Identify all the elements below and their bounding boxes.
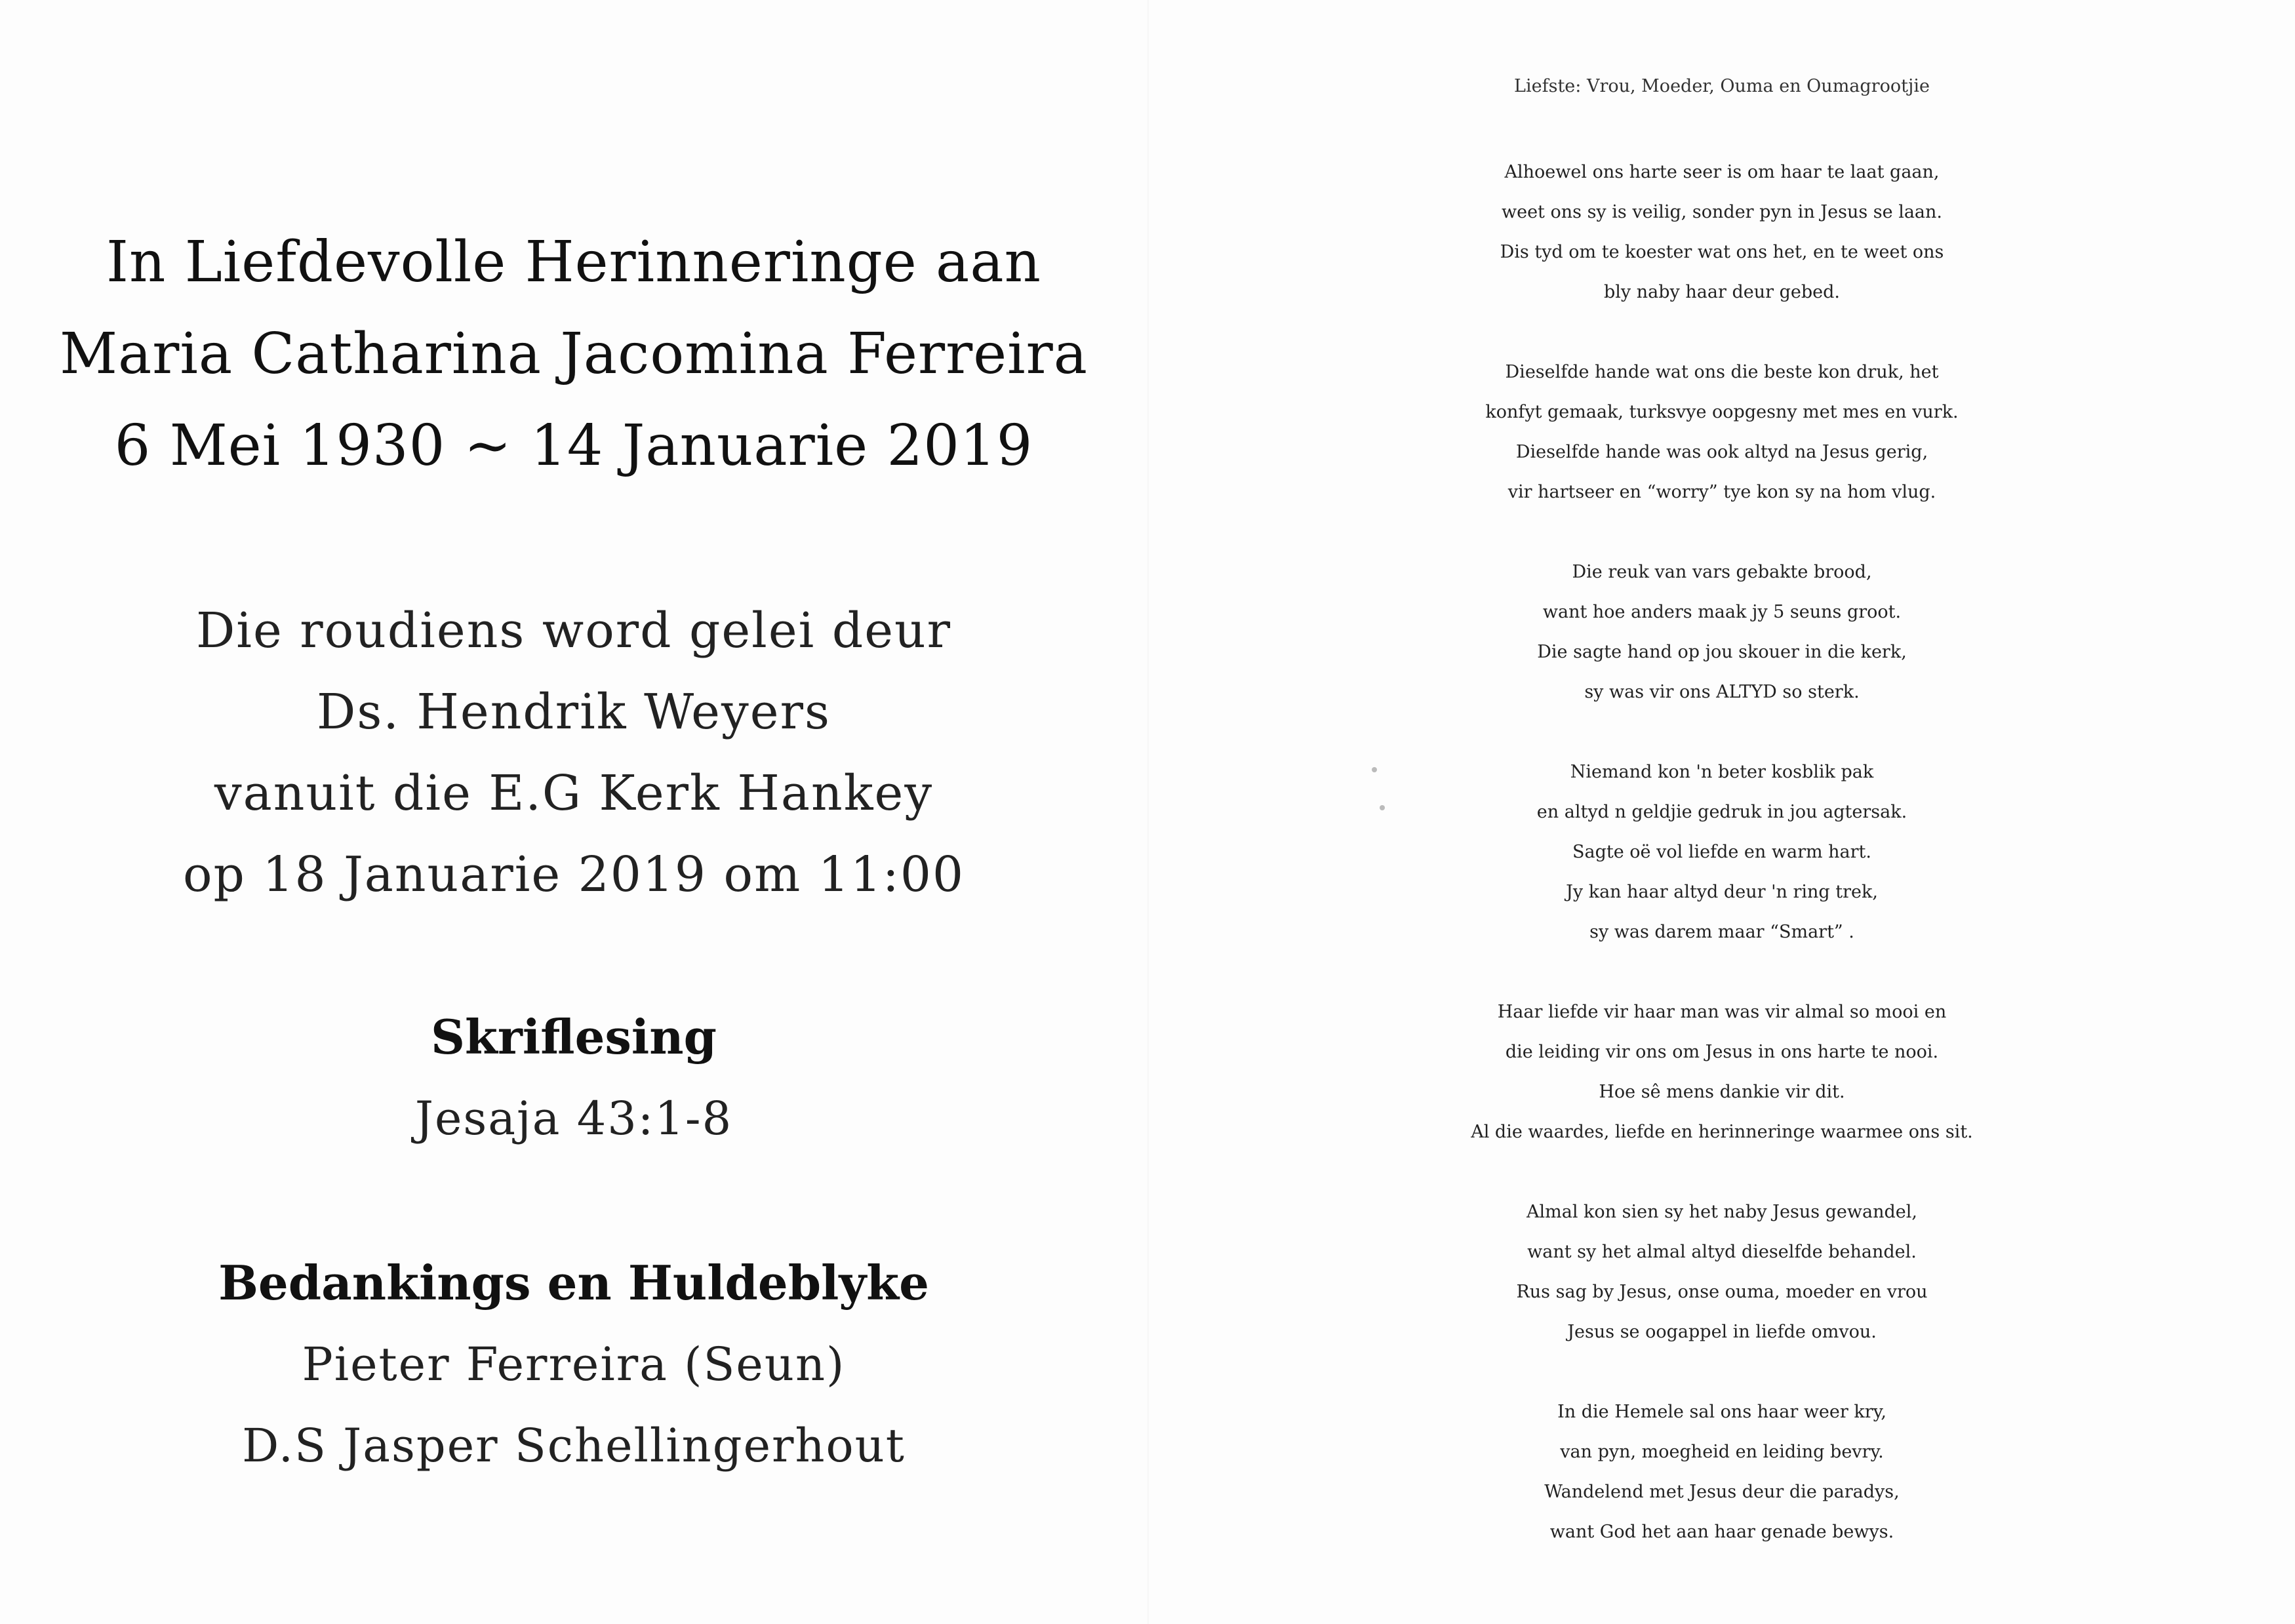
- service-line: Die roudiens word gelei deur: [195, 603, 952, 659]
- poem-line: Dieselfde hande was ook altyd na Jesus gerig,: [1515, 442, 1928, 462]
- title-line-dates: 6 Mei 1930 ~ 14 Januarie 2019: [114, 413, 1033, 479]
- scan-speck: [1380, 805, 1385, 810]
- poem-stanza: [1149, 152, 2295, 312]
- poem-line: weet ons sy is veilig, sonder pyn in Jesus se laan.: [1501, 202, 1942, 222]
- poem-line: sy was vir ons ALTYD so sterk.: [1584, 682, 1860, 702]
- poem-line: Jesus se oogappel in liefde omvou.: [1567, 1322, 1877, 1342]
- poem-line: Hoe sê mens dankie vir dit.: [1599, 1082, 1845, 1102]
- poem-stanza: [1149, 1392, 2295, 1552]
- thanks-person: D.S Jasper Schellingerhout: [242, 1419, 906, 1473]
- service-line: vanuit die E.G Kerk Hankey: [214, 765, 934, 822]
- poem-line: die leiding vir ons om Jesus in ons harte te nooi.: [1505, 1042, 1939, 1062]
- title-line-name: Maria Catharina Jacomina Ferreira: [59, 321, 1088, 387]
- poem-line: Die sagte hand op jou skouer in die kerk,: [1537, 642, 1907, 662]
- poem-line: In die Hemele sal ons haar weer kry,: [1557, 1402, 1886, 1422]
- poem-line: want hoe anders maak jy 5 seuns groot.: [1542, 602, 1902, 622]
- scripture-reference: Jesaja 43:1-8: [414, 1092, 733, 1145]
- poem-line: want God het aan haar genade bewys.: [1549, 1522, 1894, 1542]
- poem-stanza: [1149, 1192, 2295, 1352]
- poem-line: Sagte oë vol liefde en warm hart.: [1572, 842, 1871, 862]
- poem-stanza: [1149, 752, 2295, 952]
- service-details: [26, 590, 1121, 915]
- poem: [1149, 152, 2295, 1592]
- thanks-heading: Bedankings en Huldeblyke: [218, 1255, 929, 1311]
- poem-line: Alhoewel ons harte seer is om haar te laat gaan,: [1504, 162, 1940, 182]
- scripture-heading: Skriflesing: [431, 1009, 717, 1065]
- thanks-person: Pieter Ferreira (Seun): [302, 1337, 846, 1391]
- poem-line: Al die waardes, liefde en herinneringe waarmee ons sit.: [1471, 1122, 1973, 1142]
- poem-stanza: [1149, 552, 2295, 712]
- service-line: op 18 Januarie 2019 om 11:00: [182, 846, 965, 903]
- poem-line: Almal kon sien sy het naby Jesus gewandel,: [1526, 1202, 1917, 1222]
- poem-header: Liefste: Vrou, Moeder, Ouma en Oumagrootjie: [1514, 76, 1930, 96]
- poem-line: Niemand kon 'n beter kosblik pak: [1570, 762, 1874, 782]
- poem-line: konfyt gemaak, turksvye oopgesny met mes en vurk.: [1485, 402, 1959, 422]
- service-line: Ds. Hendrik Weyers: [317, 684, 831, 740]
- poem-line: bly naby haar deur gebed.: [1604, 282, 1840, 302]
- poem-line: van pyn, moegheid en leiding bevry.: [1560, 1442, 1884, 1462]
- memorial-title: [26, 216, 1121, 492]
- poem-line: Dis tyd om te koester wat ons het, en te weet ons: [1500, 242, 1944, 262]
- right-panel: [1149, 0, 2295, 1624]
- poem-stanza: [1149, 352, 2295, 512]
- poem-line: sy was darem maar “Smart” .: [1589, 922, 1854, 942]
- thanks-section: [26, 1242, 1121, 1486]
- poem-line: Haar liefde vir haar man was vir almal so mooi en: [1497, 1002, 1947, 1022]
- poem-line: Rus sag by Jesus, onse ouma, moeder en vrou: [1516, 1282, 1928, 1302]
- scan-speck: [1372, 767, 1377, 772]
- poem-line: en altyd n geldjie gedruk in jou agtersak.: [1536, 802, 1907, 822]
- poem-stanza: [1149, 992, 2295, 1152]
- scripture-section: [26, 997, 1121, 1159]
- title-line-dedication: In Liefdevolle Herinneringe aan: [106, 229, 1041, 295]
- poem-line: Dieselfde hande wat ons die beste kon druk, het: [1505, 362, 1939, 382]
- poem-line: Jy kan haar altyd deur 'n ring trek,: [1566, 882, 1878, 902]
- poem-line: Die reuk van vars gebakte brood,: [1572, 562, 1872, 582]
- poem-line: want sy het almal altyd dieselfde behandel.: [1527, 1242, 1917, 1262]
- poem-line: vir hartseer en “worry” tye kon sy na hom vlug.: [1507, 482, 1936, 502]
- poem-line: Wandelend met Jesus deur die paradys,: [1544, 1482, 1900, 1502]
